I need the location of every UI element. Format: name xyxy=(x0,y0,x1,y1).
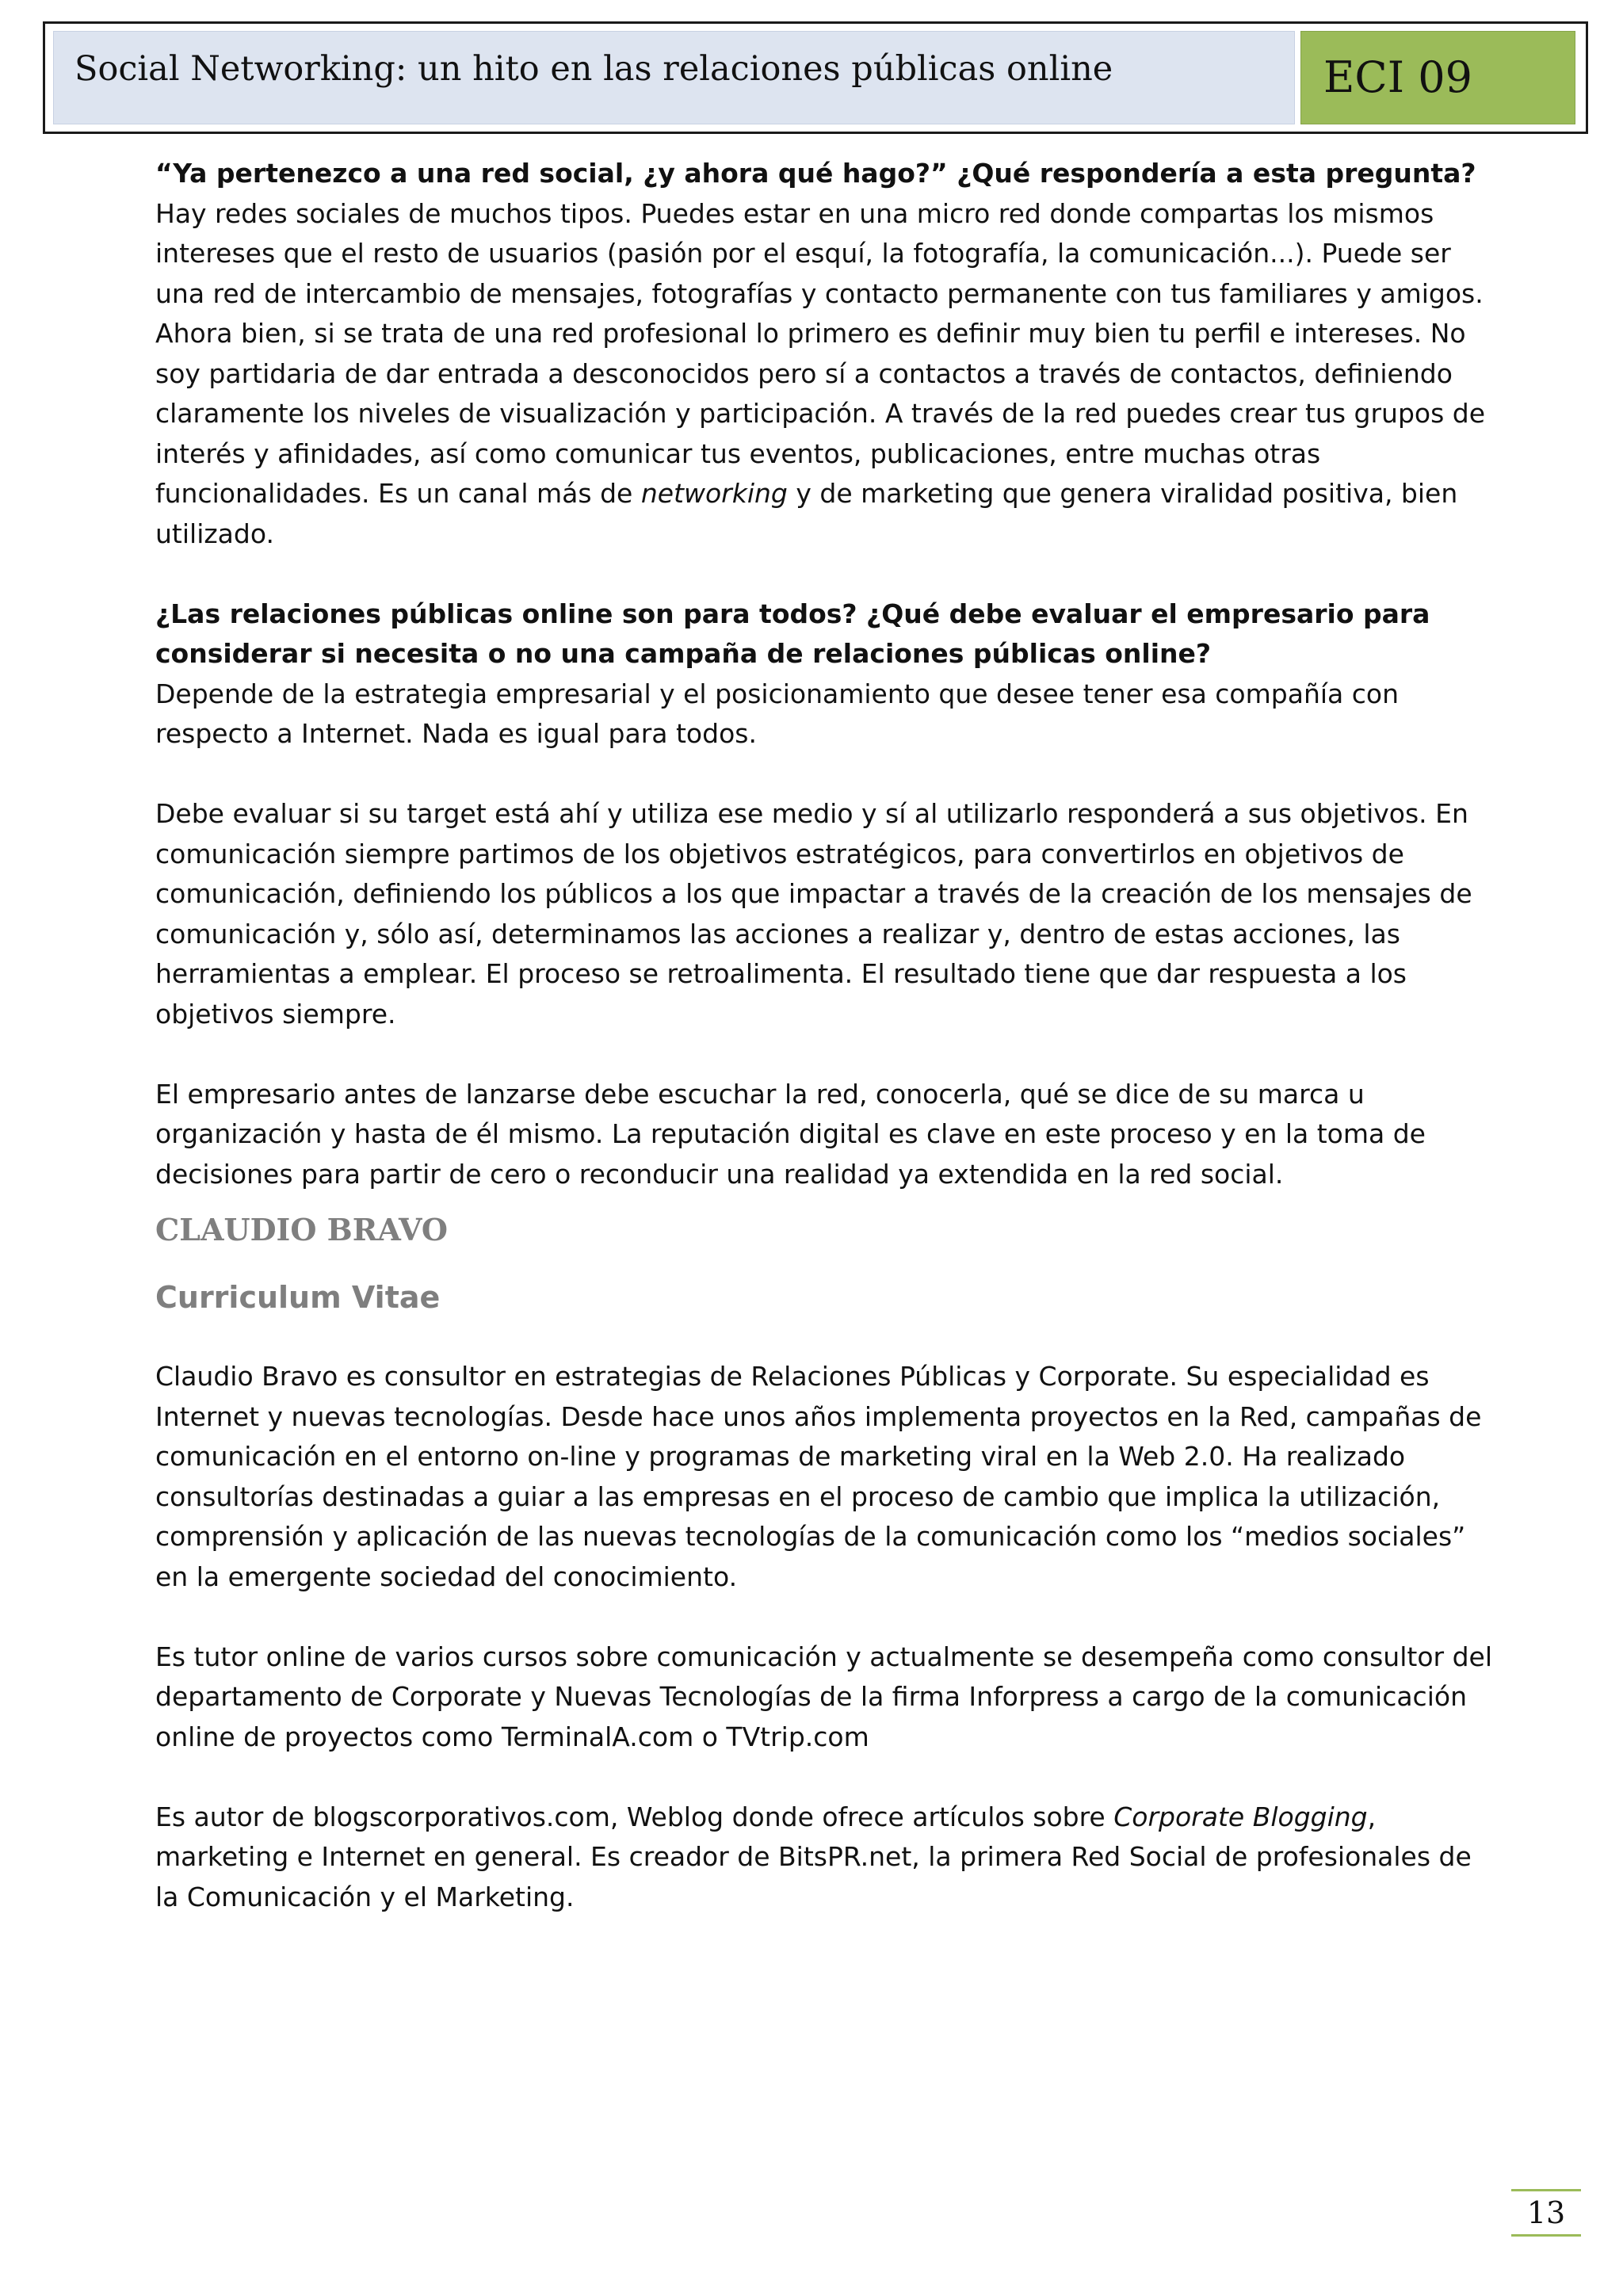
interview-question-2: ¿Las relaciones públicas online son para todos? ¿Qué debe evaluar el empresario para considerar si necesita o no una campaña de relaciones públicas online? xyxy=(155,598,1430,669)
header-title-box xyxy=(53,31,1295,124)
document-title: Social Networking: un hito en las relaciones públicas online xyxy=(74,49,1113,89)
profile-name-heading: CLAUDIO BRAVO xyxy=(155,1212,448,1247)
page-number-box xyxy=(1511,2189,1581,2237)
answer-1-text-end: y de marketing que genera viralidad positiva, bien utilizado. xyxy=(155,478,1458,549)
header-code-box xyxy=(1300,31,1575,124)
document-code: ECI 09 xyxy=(1323,52,1472,102)
profile-paragraph-2: Es tutor online de varios cursos sobre comunicación y actualmente se desempeña como consultor del departamento de Corporate y Nuevas Tecnologías de la firma Inforpress a cargo de la comunicación online de proyectos como TerminalA.com o TVtrip.com xyxy=(155,1641,1492,1752)
interview-answer-2-paragraph-2: Debe evaluar si su target está ahí y utiliza ese medio y sí al utilizarlo responderá a sus objetivos. En comunicación siempre partimos de los objetivos estratégicos, para convertirlos en objetivos de comunicación, definiendo los públicos a los que impactar a través de la creación de los mensajes de comunicación y, sólo así, determinamos las acciones a realizar y, dentro de estas acciones, las herramientas a emplear. El proceso se retroalimenta. El resultado tiene que dar respuesta a los objetivos siempre. xyxy=(155,798,1472,1030)
interview-answer-1 xyxy=(155,194,1503,555)
answer-1-text-start: Hay redes sociales de muchos tipos. Puedes estar en una micro red donde compartas los mismos intereses que el resto de usuarios (pasión por el esquí, la fotografía, la comunicación...). Puede ser una red de intercambio de mensajes, fotografías y contacto permanente con tus familiares y amigos. Ahora bien, si se trata de una red profesional lo primero es definir muy bien tu perfil e intereses. No soy partidaria de dar entrada a desconocidos pero sí a contactos a través de contactos, definiendo claramente los niveles de visualización y participación. A través de la red puedes crear tus grupos de interés y afinidades, así como comunicar tus eventos, publicaciones, entre muchas otras funcionalidades. Es un canal más de xyxy=(155,197,1486,509)
page-body xyxy=(155,154,1503,1917)
profile-paragraph-3-emphasis: Corporate Blogging xyxy=(1113,1801,1368,1832)
profile-paragraph-3-end: , marketing e Internet en general. Es creador de BitsPR.net, la primera Red Social de profesionales de la Comunicación y el Marketing. xyxy=(155,1801,1472,1912)
profile-paragraph-3-start: Es autor de blogscorporativos.com, Weblog donde ofrece artículos sobre xyxy=(155,1801,1114,1832)
interview-question-1: “Ya pertenezco a una red social, ¿y ahora qué hago?” ¿Qué respondería a esta pregunta? xyxy=(155,158,1476,189)
interview-answer-2-paragraph-3: El empresario antes de lanzarse debe escuchar la red, conocerla, qué se dice de su marca u organización y hasta de él mismo. La reputación digital es clave en este proceso y en la toma de decisiones para partir de cero o reconducir una realidad ya extendida en la red social. xyxy=(155,1078,1426,1190)
page-number: 13 xyxy=(1526,2195,1566,2230)
answer-1-emphasis: networking xyxy=(640,478,788,509)
profile-paragraph-1: Claudio Bravo es consultor en estrategias de Relaciones Públicas y Corporate. Su especialidad es Internet y nuevas tecnologías. Desde hace unos años implementa proyectos en la Red, campañas de comunicación en el entorno on-line y programas de marketing viral en la Web 2.0. Ha realizado consultorías destinadas a guiar a las empresas en el proceso de cambio que implica la utilización, comprensión y aplicación de las nuevas tecnologías de la comunicación como los “medios sociales” en la emergente sociedad del conocimiento. xyxy=(155,1361,1482,1592)
curriculum-vitae-heading: Curriculum Vitae xyxy=(155,1279,441,1315)
interview-answer-2-paragraph-1: Depende de la estrategia empresarial y el posicionamiento que desee tener esa compañía con respecto a Internet. Nada es igual para todos. xyxy=(155,678,1399,749)
profile-paragraph-3 xyxy=(155,1797,1503,1918)
page-header xyxy=(43,21,1588,134)
